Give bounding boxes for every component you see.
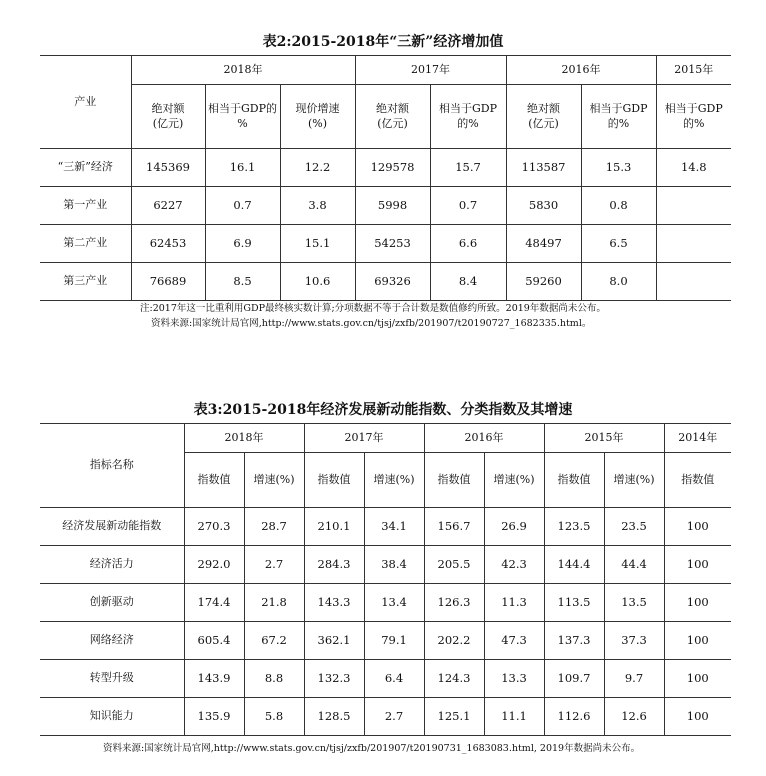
table-cell: 62453 <box>131 225 205 263</box>
table-cell: 0.7 <box>430 187 506 225</box>
table2-subheader: 绝对额 (亿元) <box>131 85 205 149</box>
table2-subheader: 相当于GDP 的% <box>430 85 506 149</box>
table-cell: 2.7 <box>244 546 304 584</box>
table3-subheader: 增速(%) <box>364 453 424 508</box>
table-cell: 6.6 <box>430 225 506 263</box>
table2-year-header: 2017年 <box>355 56 506 85</box>
table2-footnote: 注:2017年这一比重利用GDP最终核实数计算;分项数据不等于合计数是数值修约所致。2019年数据尚未公布。 <box>140 303 606 314</box>
table-cell: 156.7 <box>424 508 484 546</box>
table-row <box>40 546 731 584</box>
table-cell: 6.9 <box>205 225 280 263</box>
table2-year-header: 2016年 <box>506 56 656 85</box>
table3-year-header: 2016年 <box>424 424 544 453</box>
table-cell: 10.6 <box>280 263 355 301</box>
table3-subheader: 增速(%) <box>244 453 304 508</box>
table-cell: 6.4 <box>364 660 424 698</box>
table-cell: 205.5 <box>424 546 484 584</box>
table-cell: 128.5 <box>304 698 364 736</box>
table-cell: 37.3 <box>604 622 664 660</box>
table2-corner-header: 产业 <box>40 56 131 149</box>
row-label: 第三产业 <box>40 263 131 301</box>
table-cell: 13.5 <box>604 584 664 622</box>
table-cell: 100 <box>664 584 731 622</box>
row-label: 经济发展新动能指数 <box>40 508 184 546</box>
table-row <box>40 263 731 301</box>
table-cell: 100 <box>664 660 731 698</box>
table2-subheader: 现价增速 (%) <box>280 85 355 149</box>
table3-subheader: 增速(%) <box>484 453 544 508</box>
table-cell <box>656 187 731 225</box>
table3-year-header: 2018年 <box>184 424 304 453</box>
table-cell: 69326 <box>355 263 430 301</box>
table-cell: 0.8 <box>581 187 656 225</box>
table-cell <box>656 263 731 301</box>
table-cell: 48497 <box>506 225 581 263</box>
table-cell: 8.5 <box>205 263 280 301</box>
table2-subheader: 相当于GDP的 % <box>205 85 280 149</box>
table2-subheader-row <box>40 85 731 149</box>
table-cell: 8.0 <box>581 263 656 301</box>
row-label: 网络经济 <box>40 622 184 660</box>
table-cell: 5.8 <box>244 698 304 736</box>
table-cell: 59260 <box>506 263 581 301</box>
table-cell: 11.3 <box>484 584 544 622</box>
table-cell: 605.4 <box>184 622 244 660</box>
table-cell: 3.8 <box>280 187 355 225</box>
table-cell: 12.6 <box>604 698 664 736</box>
table-cell: 100 <box>664 546 731 584</box>
table3-subheader: 指数值 <box>664 453 731 508</box>
table-cell: 15.7 <box>430 149 506 187</box>
table-cell: 202.2 <box>424 622 484 660</box>
table-cell: 145369 <box>131 149 205 187</box>
table-cell: 210.1 <box>304 508 364 546</box>
table-cell: 174.4 <box>184 584 244 622</box>
table-cell: 125.1 <box>424 698 484 736</box>
table3-title: 表3:2015-2018年经济发展新动能指数、分类指数及其增速 <box>193 402 573 418</box>
table-cell: 100 <box>664 622 731 660</box>
table-row <box>40 508 731 546</box>
table-cell: 144.4 <box>544 546 604 584</box>
table-cell: 100 <box>664 508 731 546</box>
table-cell: 16.1 <box>205 149 280 187</box>
row-label: 转型升级 <box>40 660 184 698</box>
table3-source: 资料来源:国家统计局官网,http://www.stats.gov.cn/tjsj/zxfb/201907/t20190731_1683083.html, 2019年数据尚未公布。 <box>103 743 641 754</box>
row-label: 第一产业 <box>40 187 131 225</box>
table-cell: 42.3 <box>484 546 544 584</box>
table-cell: 11.1 <box>484 698 544 736</box>
table-cell: 5998 <box>355 187 430 225</box>
row-label: 知识能力 <box>40 698 184 736</box>
row-label: 创新驱动 <box>40 584 184 622</box>
table-cell: 76689 <box>131 263 205 301</box>
table-cell: 100 <box>664 698 731 736</box>
table-cell: 21.8 <box>244 584 304 622</box>
table-cell: 6.5 <box>581 225 656 263</box>
table-cell: 26.9 <box>484 508 544 546</box>
table-row <box>40 698 731 736</box>
table-row <box>40 584 731 622</box>
table-cell: 113587 <box>506 149 581 187</box>
table-cell: 112.6 <box>544 698 604 736</box>
table-cell: 135.9 <box>184 698 244 736</box>
table-cell: 6227 <box>131 187 205 225</box>
table-cell: 8.8 <box>244 660 304 698</box>
table-row <box>40 225 731 263</box>
table-row <box>40 187 731 225</box>
table-cell: 2.7 <box>364 698 424 736</box>
table3-subheader: 指数值 <box>424 453 484 508</box>
table-cell: 34.1 <box>364 508 424 546</box>
table-cell: 38.4 <box>364 546 424 584</box>
row-label: 经济活力 <box>40 546 184 584</box>
table-cell: 284.3 <box>304 546 364 584</box>
table-cell: 13.4 <box>364 584 424 622</box>
table-cell: 44.4 <box>604 546 664 584</box>
table2-source: 资料来源:国家统计局官网,http://www.stats.gov.cn/tjsj/zxfb/201907/t20190727_1682335.html。 <box>151 318 592 329</box>
table-cell: 23.5 <box>604 508 664 546</box>
table3-subheader: 指数值 <box>184 453 244 508</box>
table3-subheader: 指数值 <box>544 453 604 508</box>
table-cell: 28.7 <box>244 508 304 546</box>
table-cell: 143.3 <box>304 584 364 622</box>
table2-subheader: 相当于GDP 的% <box>581 85 656 149</box>
table-cell: 137.3 <box>544 622 604 660</box>
table3-year-header: 2017年 <box>304 424 424 453</box>
table-cell: 0.7 <box>205 187 280 225</box>
table-cell: 143.9 <box>184 660 244 698</box>
table-cell: 123.5 <box>544 508 604 546</box>
table3-corner-header: 指标名称 <box>40 424 184 508</box>
table3-year-header: 2015年 <box>544 424 664 453</box>
table2-year-header: 2015年 <box>656 56 731 85</box>
table2-year-header: 2018年 <box>131 56 355 85</box>
table-cell: 14.8 <box>656 149 731 187</box>
table-cell: 292.0 <box>184 546 244 584</box>
table-cell: 12.2 <box>280 149 355 187</box>
table-cell: 5830 <box>506 187 581 225</box>
table-cell: 129578 <box>355 149 430 187</box>
table3-subheader: 指数值 <box>304 453 364 508</box>
table-cell: 113.5 <box>544 584 604 622</box>
table-row <box>40 622 731 660</box>
table-cell: 126.3 <box>424 584 484 622</box>
table2-subheader: 绝对额 (亿元) <box>506 85 581 149</box>
table2-subheader: 绝对额 (亿元) <box>355 85 430 149</box>
table-cell: 270.3 <box>184 508 244 546</box>
table-cell: 67.2 <box>244 622 304 660</box>
table2-title: 表2:2015-2018年“三新”经济增加值 <box>262 34 504 50</box>
table-cell: 9.7 <box>604 660 664 698</box>
table2-subheader: 相当于GDP 的% <box>656 85 731 149</box>
table-row <box>40 149 731 187</box>
table-cell: 362.1 <box>304 622 364 660</box>
table-cell: 8.4 <box>430 263 506 301</box>
table-cell <box>656 225 731 263</box>
table3 <box>40 423 731 736</box>
table-cell: 15.1 <box>280 225 355 263</box>
table-row <box>40 660 731 698</box>
table-cell: 13.3 <box>484 660 544 698</box>
table-cell: 124.3 <box>424 660 484 698</box>
table3-subheader: 增速(%) <box>604 453 664 508</box>
table2 <box>40 55 731 301</box>
table-cell: 15.3 <box>581 149 656 187</box>
table-cell: 79.1 <box>364 622 424 660</box>
table-cell: 132.3 <box>304 660 364 698</box>
table-cell: 47.3 <box>484 622 544 660</box>
table-cell: 109.7 <box>544 660 604 698</box>
table3-year-header: 2014年 <box>664 424 731 453</box>
row-label: “三新”经济 <box>40 149 131 187</box>
table-cell: 54253 <box>355 225 430 263</box>
row-label: 第二产业 <box>40 225 131 263</box>
